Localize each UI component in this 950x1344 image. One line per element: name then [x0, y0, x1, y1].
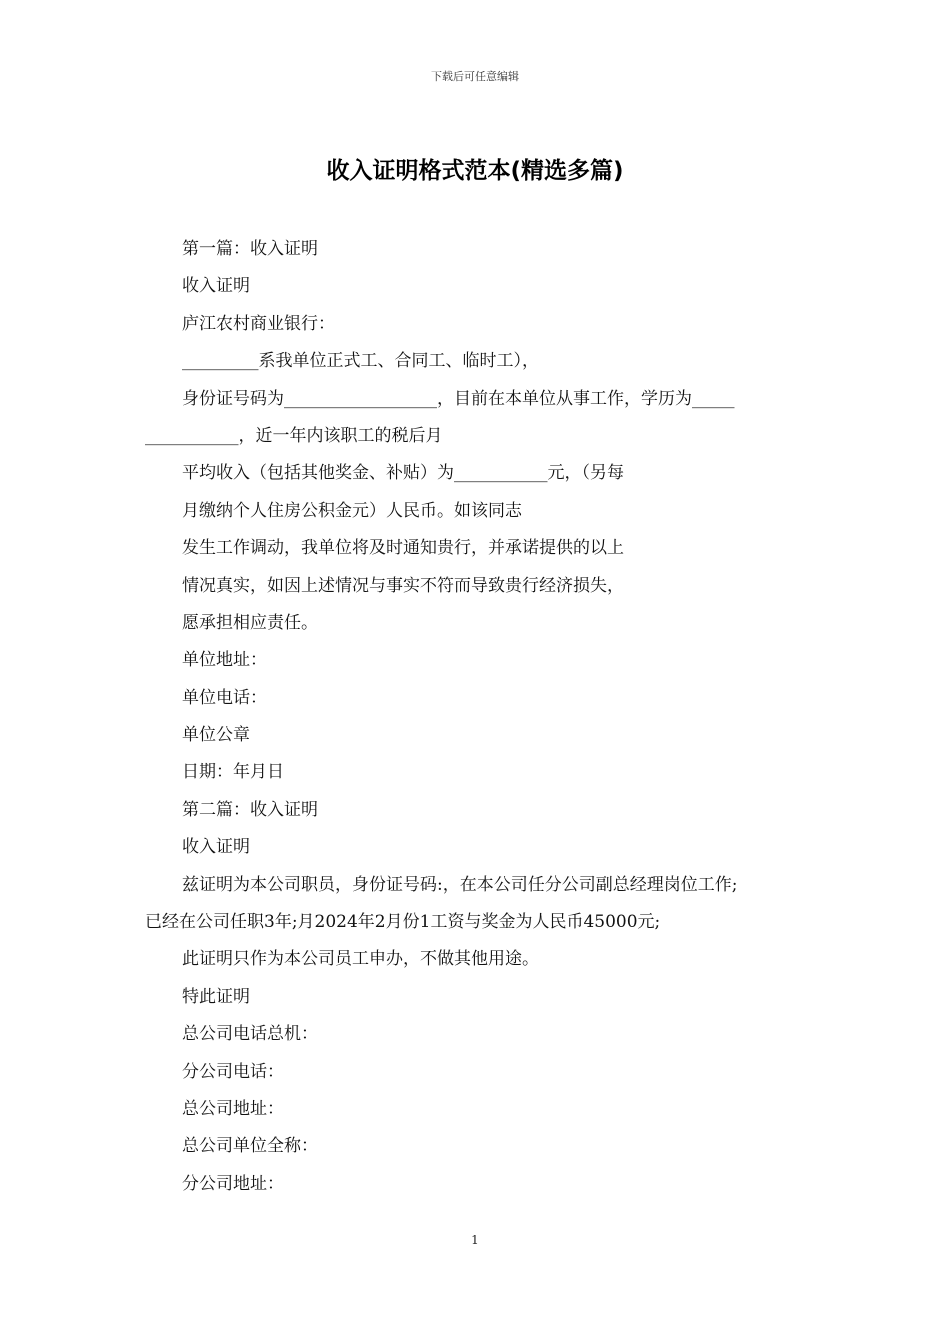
body-line: 收入证明 [182, 837, 250, 858]
body-line: 单位电话： [182, 687, 267, 708]
body-line: 分公司地址： [182, 1173, 284, 1194]
document-title: 收入证明格式范本(精选多篇) [326, 158, 624, 184]
body-line: 身份证号码为__________________，目前在本单位从事工作，学历为_____ [182, 388, 735, 409]
body-line: 愿承担相应责任。 [182, 612, 318, 633]
page-number: 1 [471, 1233, 479, 1247]
body-line: 总公司地址： [182, 1098, 284, 1119]
body-line: 单位公章 [182, 725, 250, 746]
body-line: 分公司电话： [182, 1061, 284, 1082]
body-line: 此证明只作为本公司员工申办，不做其他用途。 [182, 949, 539, 970]
body-line: ___________，近一年内该职工的税后月 [145, 425, 443, 446]
body-line: 发生工作调动，我单位将及时通知贵行，并承诺提供的以上 [182, 538, 624, 559]
body-line: 月缴纳个人住房公积金元）人民币。如该同志 [182, 500, 522, 521]
body-line: 收入证明 [182, 276, 250, 297]
body-line: 总公司电话总机： [182, 1024, 318, 1045]
body-line: 日期：年月日 [182, 762, 284, 783]
page-header: 下载后可任意编辑 [431, 70, 519, 83]
body-line: 庐江农村商业银行： [182, 313, 335, 334]
body-line: 情况真实，如因上述情况与事实不符而导致贵行经济损失， [182, 575, 624, 596]
body-line: 第一篇：收入证明 [182, 239, 318, 259]
body-line: 单位地址： [182, 650, 267, 671]
document-body [145, 231, 825, 1203]
body-line: 平均收入（包括其他奖金、补贴）为___________元，（另每 [182, 463, 624, 484]
body-line: 总公司单位全称： [182, 1136, 318, 1157]
body-line: 特此证明 [182, 986, 250, 1007]
body-line: _________系我单位正式工、合同工、临时工）， [182, 351, 539, 372]
body-line: 已经在公司任职3年;月2024年2月份1工资与奖金为人民币45000元; [145, 912, 661, 933]
body-line: 兹证明为本公司职员，身份证号码:，在本公司任分公司副总经理岗位工作; [182, 874, 738, 895]
body-line: 第二篇：收入证明 [182, 799, 318, 820]
